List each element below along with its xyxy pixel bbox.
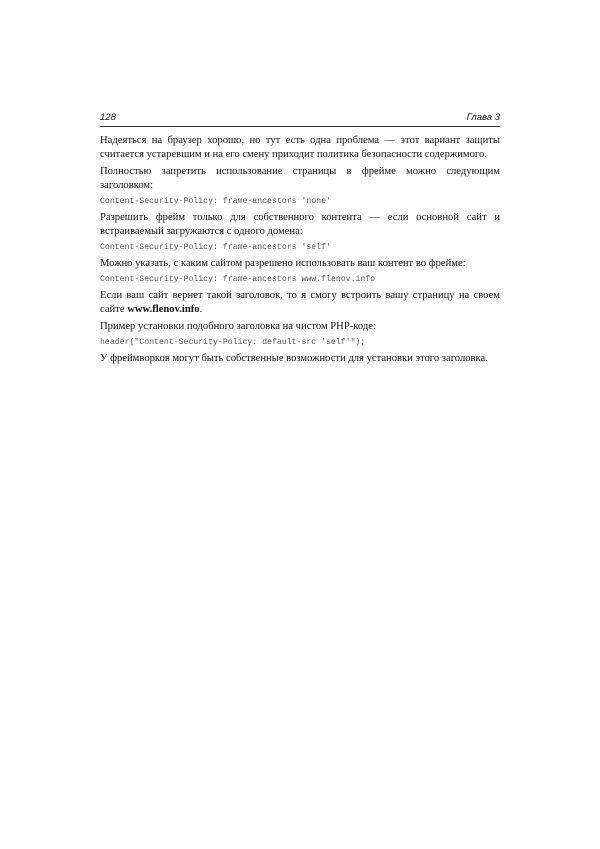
code-frame-ancestors-self: Content-Security-Policy: frame-ancestors 'self' bbox=[100, 243, 331, 252]
paragraph-embed-end: . bbox=[199, 304, 203, 315]
page-number: 128 bbox=[100, 112, 116, 123]
code-php-header: header("Content-Security-Policy: default-src 'self'"); bbox=[100, 338, 366, 347]
paragraph-frameworks: У фреймворков могут быть собственные возможности для установки этого заголовка. bbox=[100, 353, 488, 364]
paragraph-forbid-frame: Полностью запретить использование страницы в фрейме можно следующим заголовком: bbox=[100, 166, 500, 191]
paragraph-allow-site: Можно указать, с каким сайтом разрешено использовать ваш контент во фрейме: bbox=[100, 258, 466, 269]
paragraph-php-example: Пример установки подобного заголовка на чистом PHP-коде: bbox=[100, 321, 376, 332]
running-header bbox=[100, 112, 500, 127]
paragraph-browser-protection: Надеяться на браузер хорошо, но тут есть одна проблема — этот вариант защиты считается устаревшим и на его смену приходит политика безопасности содержимого. bbox=[100, 135, 500, 160]
site-link-text: www.flenov.info bbox=[127, 304, 200, 315]
paragraph-allow-self: Разрешить фрейм только для собственного контента — если основной сайт и встраиваемый загружаются с одного домена: bbox=[100, 212, 500, 237]
code-frame-ancestors-none: Content-Security-Policy: frame-ancestors 'none' bbox=[100, 197, 331, 206]
paragraph-embed-text: Если ваш сайт вернет такой заголовок, то я смогу встроить вашу страницу на своем сайте bbox=[100, 290, 500, 315]
page-body bbox=[100, 134, 500, 369]
code-frame-ancestors-site: Content-Security-Policy: frame-ancestors www.flenov.info bbox=[100, 275, 376, 284]
chapter-label: Глава 3 bbox=[466, 112, 500, 123]
paragraph-embed-example bbox=[100, 289, 500, 317]
